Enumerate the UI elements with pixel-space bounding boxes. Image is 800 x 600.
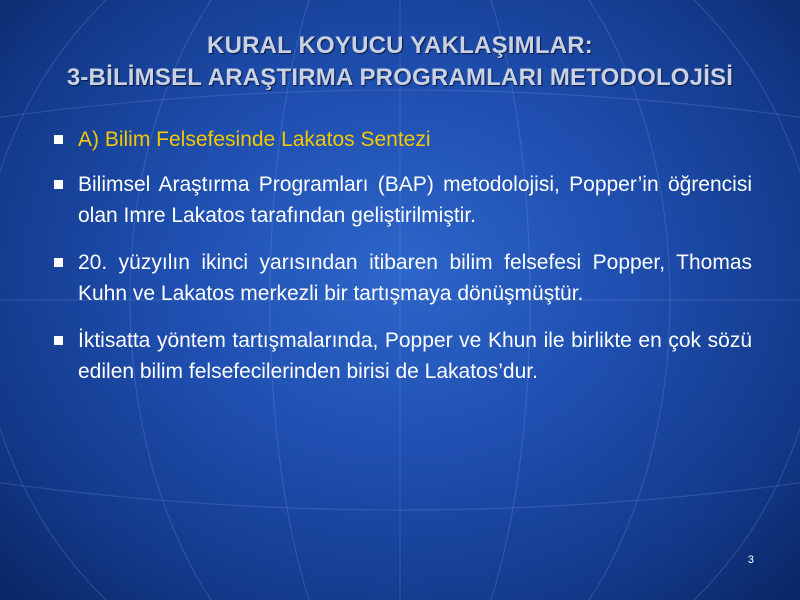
bullet-list bbox=[50, 124, 752, 403]
square-bullet-icon bbox=[54, 180, 63, 189]
bullet-item bbox=[50, 247, 752, 309]
square-bullet-icon bbox=[54, 258, 63, 267]
square-bullet-icon bbox=[54, 135, 63, 144]
title-line-2: 3-BİLİMSEL ARAŞTIRMA PROGRAMLARI METODOLOJİSİ bbox=[66, 64, 734, 91]
bullet-text: 20. yüzyılın ikinci yarısından itibaren bilim felsefesi Popper, Thomas Kuhn ve Lakatos merkezli bir tartışmaya dönüşmüştür. bbox=[78, 251, 752, 305]
bullet-item bbox=[50, 169, 752, 231]
slide-title bbox=[20, 30, 780, 94]
bullet-text: Bilimsel Araştırma Programları (BAP) metodolojisi, Popper’in öğrencisi olan Imre Lakatos tarafından geliştirilmiştir. bbox=[78, 173, 752, 227]
title-line-1: KURAL KOYUCU YAKLAŞIMLAR: bbox=[207, 32, 593, 59]
bullet-text: A) Bilim Felsefesinde Lakatos Sentezi bbox=[78, 128, 431, 151]
page-number: 3 bbox=[747, 554, 754, 566]
square-bullet-icon bbox=[54, 336, 63, 345]
bullet-item bbox=[50, 325, 752, 387]
bullet-text: İktisatta yöntem tartışmalarında, Popper ve Khun ile birlikte en çok sözü edilen bilim felsefecilerinden birisi de Lakatos’dur. bbox=[78, 329, 752, 383]
bullet-item-subheading bbox=[50, 124, 752, 155]
